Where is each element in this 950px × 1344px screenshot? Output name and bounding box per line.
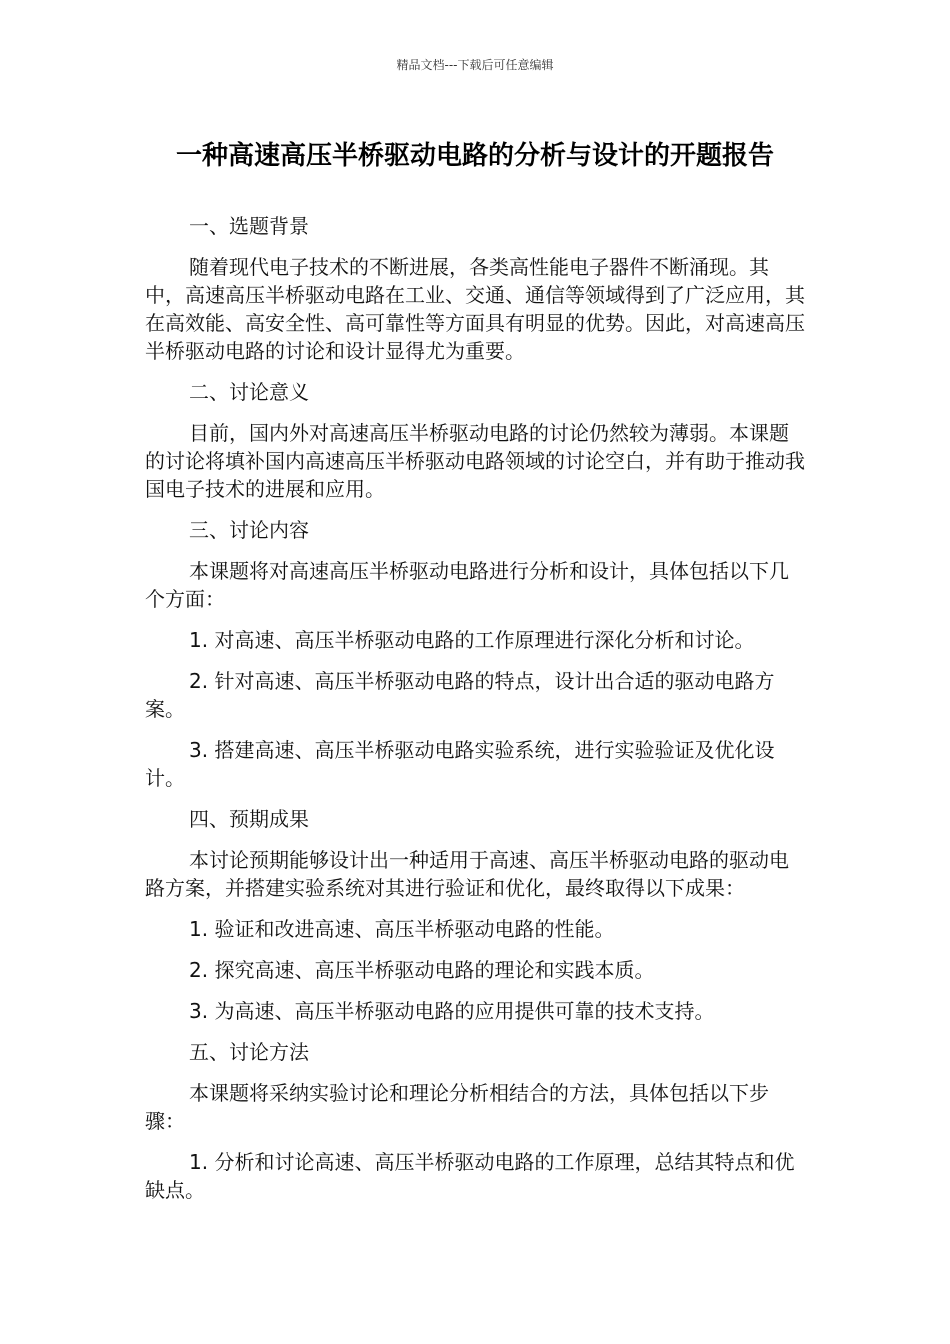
section-heading-significance: 二、讨论意义 [189,380,309,404]
paragraph-significance: 目前，国内外对高速高压半桥驱动电路的讨论仍然较为薄弱。本课题的讨论将填补国内高速高压半桥驱动电路领域的讨论空白，并有助于推动我国电子技术的进展和应用。 [145,421,805,501]
section-heading-background: 一、选题背景 [189,214,309,238]
page-header: 精品文档---下载后可任意编辑 [396,58,554,72]
list-item: 3. 为高速、高压半桥驱动电路的应用提供可靠的技术支持。 [189,999,715,1023]
list-item: 2. 探究高速、高压半桥驱动电路的理论和实践本质。 [189,958,655,982]
list-item: 3. 搭建高速、高压半桥驱动电路实验系统，进行实验验证及优化设计。 [145,738,775,790]
paragraph-methods-intro: 本课题将采纳实验讨论和理论分析相结合的方法，具体包括以下步骤： [145,1081,769,1133]
paragraph-outcomes-intro: 本讨论预期能够设计出一种适用于高速、高压半桥驱动电路的驱动电路方案，并搭建实验系统对其进行验证和优化，最终取得以下成果： [145,848,789,900]
document-body [145,212,807,1217]
document-title: 一种高速高压半桥驱动电路的分析与设计的开题报告 [175,141,774,171]
section-heading-methods: 五、讨论方法 [189,1040,309,1064]
paragraph-background: 随着现代电子技术的不断进展，各类高性能电子器件不断涌现。其中，高速高压半桥驱动电路在工业、交通、通信等领域得到了广泛应用，其在高效能、高安全性、高可靠性等方面具有明显的优势。因此，对高速高压半桥驱动电路的讨论和设计显得尤为重要。 [145,255,805,363]
section-heading-outcomes: 四、预期成果 [189,807,309,831]
list-item: 1. 分析和讨论高速、高压半桥驱动电路的工作原理，总结其特点和优缺点。 [145,1150,795,1202]
list-item: 1. 对高速、高压半桥驱动电路的工作原理进行深化分析和讨论。 [189,628,755,652]
paragraph-content-intro: 本课题将对高速高压半桥驱动电路进行分析和设计，具体包括以下几个方面： [145,559,789,611]
list-item: 1. 验证和改进高速、高压半桥驱动电路的性能。 [189,917,615,941]
section-heading-content: 三、讨论内容 [189,518,309,542]
list-item: 2. 针对高速、高压半桥驱动电路的特点，设计出合适的驱动电路方案。 [145,669,775,721]
